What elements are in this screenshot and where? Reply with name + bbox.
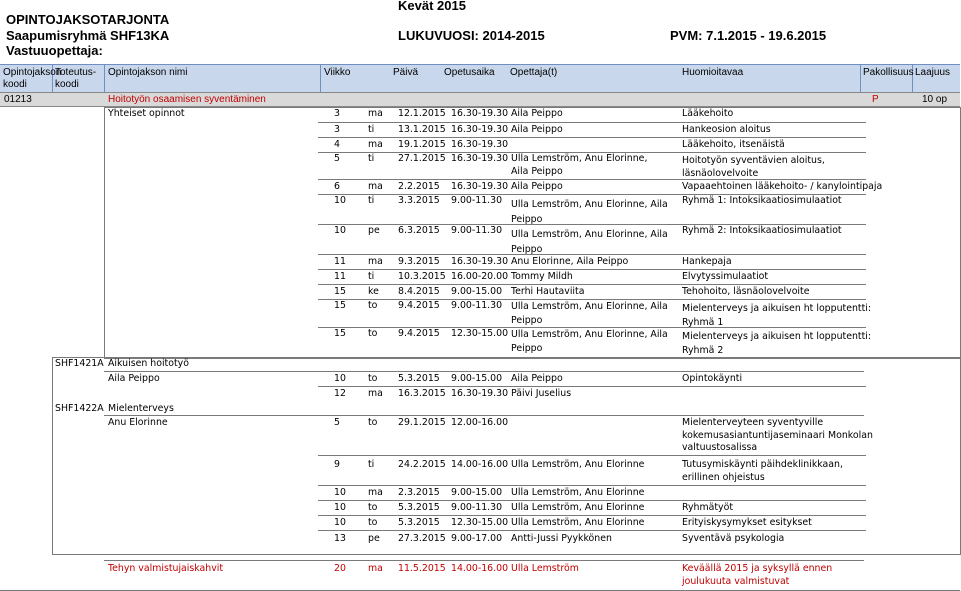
row-13-teachers: Aila Peippo — [511, 373, 563, 384]
row-17-day: ti — [368, 459, 375, 470]
row-7-date: 9.3.2015 — [398, 256, 440, 267]
row-4-date: 2.2.2015 — [398, 181, 440, 192]
row-14-time: 16.30-19.30 — [451, 388, 509, 399]
row-1-teachers: Aila Peippo — [511, 124, 563, 135]
column-header-day: Päivä — [393, 67, 419, 78]
row-20-teachers: Ulla Lemström, Anu Elorinne — [511, 517, 645, 528]
row-21-date: 27.3.2015 — [398, 533, 446, 544]
row-11-day: to — [368, 328, 378, 339]
row-4-teachers: Aila Peippo — [511, 181, 563, 192]
row-9-week: 15 — [334, 286, 346, 297]
row-22-day: ma — [368, 563, 383, 574]
row-17-date: 24.2.2015 — [398, 459, 446, 470]
row-8-time: 16.00-20.00 — [451, 271, 509, 282]
row-22-week: 20 — [334, 563, 346, 574]
row-11-date: 9.4.2015 — [398, 328, 440, 339]
row-0-day: ma — [368, 108, 383, 119]
course-name: Hoitotyön osaamisen syventäminen — [108, 94, 266, 105]
row-21-week: 13 — [334, 533, 346, 544]
row-13-group: Aila Peippo — [108, 373, 160, 384]
row-9-time: 9.00-15.00 — [451, 286, 503, 297]
row-21-time: 9.00-17.00 — [451, 533, 503, 544]
row-3-teachers: Ulla Lemström, Anu Elorinne, Aila Peippo — [511, 153, 648, 177]
row-7-week: 11 — [334, 256, 346, 267]
row-18-time: 9.00-15.00 — [451, 487, 503, 498]
row-11-teachers: Ulla Lemström, Anu Elorinne, Aila Peippo — [511, 329, 668, 354]
row-5-notes: Ryhmä 1: Intoksikaatiosimulaatiot — [682, 195, 842, 206]
row-2-day: ma — [368, 139, 383, 150]
row-22-notes: Keväällä 2015 ja syksyllä ennen joulukuuta valmistuvat — [682, 563, 833, 587]
row-17-week: 9 — [334, 459, 340, 470]
row-14-day: ma — [368, 388, 383, 399]
row-22-date: 11.5.2015 — [398, 563, 446, 574]
row-11-notes: Mielenterveys ja aikuisen ht lopputentti: Ryhmä 2 — [682, 331, 872, 356]
row-0-week: 3 — [334, 108, 340, 119]
row-20-week: 10 — [334, 517, 346, 528]
row-3-notes: Hoitotyön syventävien aloitus, läsnäolovelvoite — [682, 155, 825, 179]
row-16-day: to — [368, 417, 378, 428]
row-16-week: 5 — [334, 417, 340, 428]
row-20-notes: Erityiskysymykset esitykset — [682, 517, 812, 528]
row-9-teachers: Terhi Hautaviita — [511, 286, 585, 297]
row-4-week: 6 — [334, 181, 340, 192]
row-5-teachers: Ulla Lemström, Anu Elorinne, Aila Peippo — [511, 199, 668, 225]
row-8-date: 10.3.2015 — [398, 271, 446, 282]
date-range-label: PVM: 7.1.2015 - 19.6.2015 — [670, 28, 827, 43]
row-6-time: 9.00-11.30 — [451, 225, 503, 236]
row-10-day: to — [368, 300, 378, 311]
row-10-time: 9.00-11.30 — [451, 300, 503, 311]
row-20-time: 12.30-15.00 — [451, 517, 509, 528]
row-18-week: 10 — [334, 487, 346, 498]
document-title: OPINTOJAKSOTARJONTA — [6, 12, 170, 27]
row-0-teachers: Aila Peippo — [511, 108, 563, 119]
row-17-notes: Tutusymiskäynti päihdeklinikkaan, erillinen ohjeistus — [682, 459, 843, 483]
row-16-group: Anu Elorinne — [108, 417, 168, 428]
row-21-teachers: Antti-Jussi Pyykkönen — [511, 533, 612, 544]
column-header-notes: Huomioitavaa — [682, 67, 744, 78]
row-21-notes: Syventävä psykologia — [682, 533, 785, 544]
row-0-time: 16.30-19.30 — [451, 108, 509, 119]
column-header-time: Opetusaika — [444, 67, 495, 78]
row-16-time: 12.00-16.00 — [451, 417, 509, 428]
column-header-teachers: Opettaja(t) — [510, 67, 558, 78]
row-13-time: 9.00-15.00 — [451, 373, 503, 384]
row-1-week: 3 — [334, 124, 340, 135]
row-15-group: Mielenterveys — [108, 403, 174, 414]
row-9-notes: Tehohoito, läsnäolovelvoite — [682, 286, 810, 297]
row-3-time: 16.30-19.30 — [451, 153, 509, 164]
row-1-day: ti — [368, 124, 375, 135]
row-0-group: Yhteiset opinnot — [108, 108, 185, 119]
row-13-date: 5.3.2015 — [398, 373, 440, 384]
row-3-week: 5 — [334, 153, 340, 164]
row-22-teachers: Ulla Lemström — [511, 563, 579, 574]
row-17-time: 14.00-16.00 — [451, 459, 509, 470]
row-18-teachers: Ulla Lemström, Anu Elorinne — [511, 487, 645, 498]
row-5-week: 10 — [334, 195, 346, 206]
row-2-week: 4 — [334, 139, 340, 150]
row-20-day: to — [368, 517, 378, 528]
column-header-mandatory: Pakollisuus — [863, 67, 914, 78]
course-credits: 10 op — [922, 94, 948, 105]
row-11-time: 12.30-15.00 — [451, 328, 509, 339]
row-6-date: 6.3.2015 — [398, 225, 440, 236]
row-7-notes: Hankepaja — [682, 256, 732, 267]
row-1-notes: Hankeosion aloitus — [682, 124, 771, 135]
row-5-time: 9.00-11.30 — [451, 195, 503, 206]
row-2-time: 16.30-19.30 — [451, 139, 509, 150]
row-19-date: 5.3.2015 — [398, 502, 440, 513]
course-mandatory: P — [872, 94, 879, 105]
row-22-group: Tehyn valmistujaiskahvit — [108, 563, 224, 574]
row-21-day: pe — [368, 533, 380, 544]
row-17-teachers: Ulla Lemström, Anu Elorinne — [511, 459, 645, 470]
row-19-day: to — [368, 502, 378, 513]
column-header-credits: Laajuus — [915, 67, 951, 78]
advisor-label: Vastuuopettaja: — [6, 43, 103, 58]
row-20-date: 5.3.2015 — [398, 517, 440, 528]
row-10-notes: Mielenterveys ja aikuisen ht lopputentti: Ryhmä 1 — [682, 303, 872, 328]
row-1-time: 16.30-19.30 — [451, 124, 509, 135]
row-4-notes: Vapaaehtoinen lääkehoito- / kanylointipaja — [682, 181, 883, 192]
row-13-notes: Opintokäynti — [682, 373, 743, 384]
row-9-day: ke — [368, 286, 379, 297]
course-section-row — [0, 92, 960, 107]
row-5-day: ti — [368, 195, 375, 206]
row-6-teachers: Ulla Lemström, Anu Elorinne, Aila Peippo — [511, 229, 668, 255]
row-11-week: 15 — [334, 328, 346, 339]
row-19-teachers: Ulla Lemström, Anu Elorinne — [511, 502, 645, 513]
row-6-notes: Ryhmä 2: Intoksikaatiosimulaatiot — [682, 225, 842, 236]
row-3-day: ti — [368, 153, 375, 164]
row-7-day: ma — [368, 256, 383, 267]
row-8-day: ti — [368, 271, 375, 282]
row-18-date: 2.3.2015 — [398, 487, 440, 498]
row-16-date: 29.1.2015 — [398, 417, 446, 428]
row-8-notes: Elvytyssimulaatiot — [682, 271, 769, 282]
row-4-time: 16.30-19.30 — [451, 181, 509, 192]
row-9-date: 8.4.2015 — [398, 286, 440, 297]
row-7-teachers: Anu Elorinne, Aila Peippo — [511, 256, 629, 267]
row-15-implementation-code: SHF1422A — [55, 403, 104, 414]
column-header-code: Opintojakson koodi — [3, 67, 62, 90]
row-8-teachers: Tommy Mildh — [511, 271, 573, 282]
row-12-implementation-code: SHF1421A — [55, 358, 104, 369]
term-label: Kevät 2015 — [398, 0, 466, 13]
row-4-day: ma — [368, 181, 383, 192]
row-0-date: 12.1.2015 — [398, 108, 446, 119]
column-header-week: Viikko — [324, 67, 351, 78]
row-13-day: to — [368, 373, 378, 384]
row-22-time: 14.00-16.00 — [451, 563, 509, 574]
row-14-teachers: Päivi Juselius — [511, 388, 572, 399]
row-8-week: 11 — [334, 271, 346, 282]
academic-year-label: LUKUVUOSI: 2014-2015 — [398, 28, 545, 43]
group-label: Saapumisryhmä SHF13KA — [6, 28, 170, 43]
row-6-week: 10 — [334, 225, 346, 236]
row-14-week: 12 — [334, 388, 346, 399]
row-13-week: 10 — [334, 373, 346, 384]
column-header-name: Opintojakson nimi — [108, 67, 188, 78]
row-2-notes: Lääkehoito, itsenäistä — [682, 139, 785, 150]
row-16-notes: Mielenterveyteen syventyville kokemusasiantuntijaseminaari Monkolan valtuustosalissa — [682, 417, 873, 453]
row-14-date: 16.3.2015 — [398, 388, 446, 399]
row-1-date: 13.1.2015 — [398, 124, 446, 135]
row-10-teachers: Ulla Lemström, Anu Elorinne, Aila Peippo — [511, 301, 668, 326]
row-19-time: 9.00-11.30 — [451, 502, 503, 513]
row-0-notes: Lääkehoito — [682, 108, 734, 119]
course-code: 01213 — [4, 94, 32, 105]
row-5-date: 3.3.2015 — [398, 195, 440, 206]
row-7-time: 16.30-19.30 — [451, 256, 509, 267]
row-19-notes: Ryhmätyöt — [682, 502, 734, 513]
row-2-date: 19.1.2015 — [398, 139, 446, 150]
row-6-day: pe — [368, 225, 380, 236]
row-12-group: Aikuisen hoitotyö — [108, 358, 189, 369]
row-10-week: 15 — [334, 300, 346, 311]
column-header-implementation: Toteutus-koodi — [55, 67, 97, 90]
row-19-week: 10 — [334, 502, 346, 513]
row-3-date: 27.1.2015 — [398, 153, 446, 164]
row-18-day: ma — [368, 487, 383, 498]
row-10-date: 9.4.2015 — [398, 300, 440, 311]
